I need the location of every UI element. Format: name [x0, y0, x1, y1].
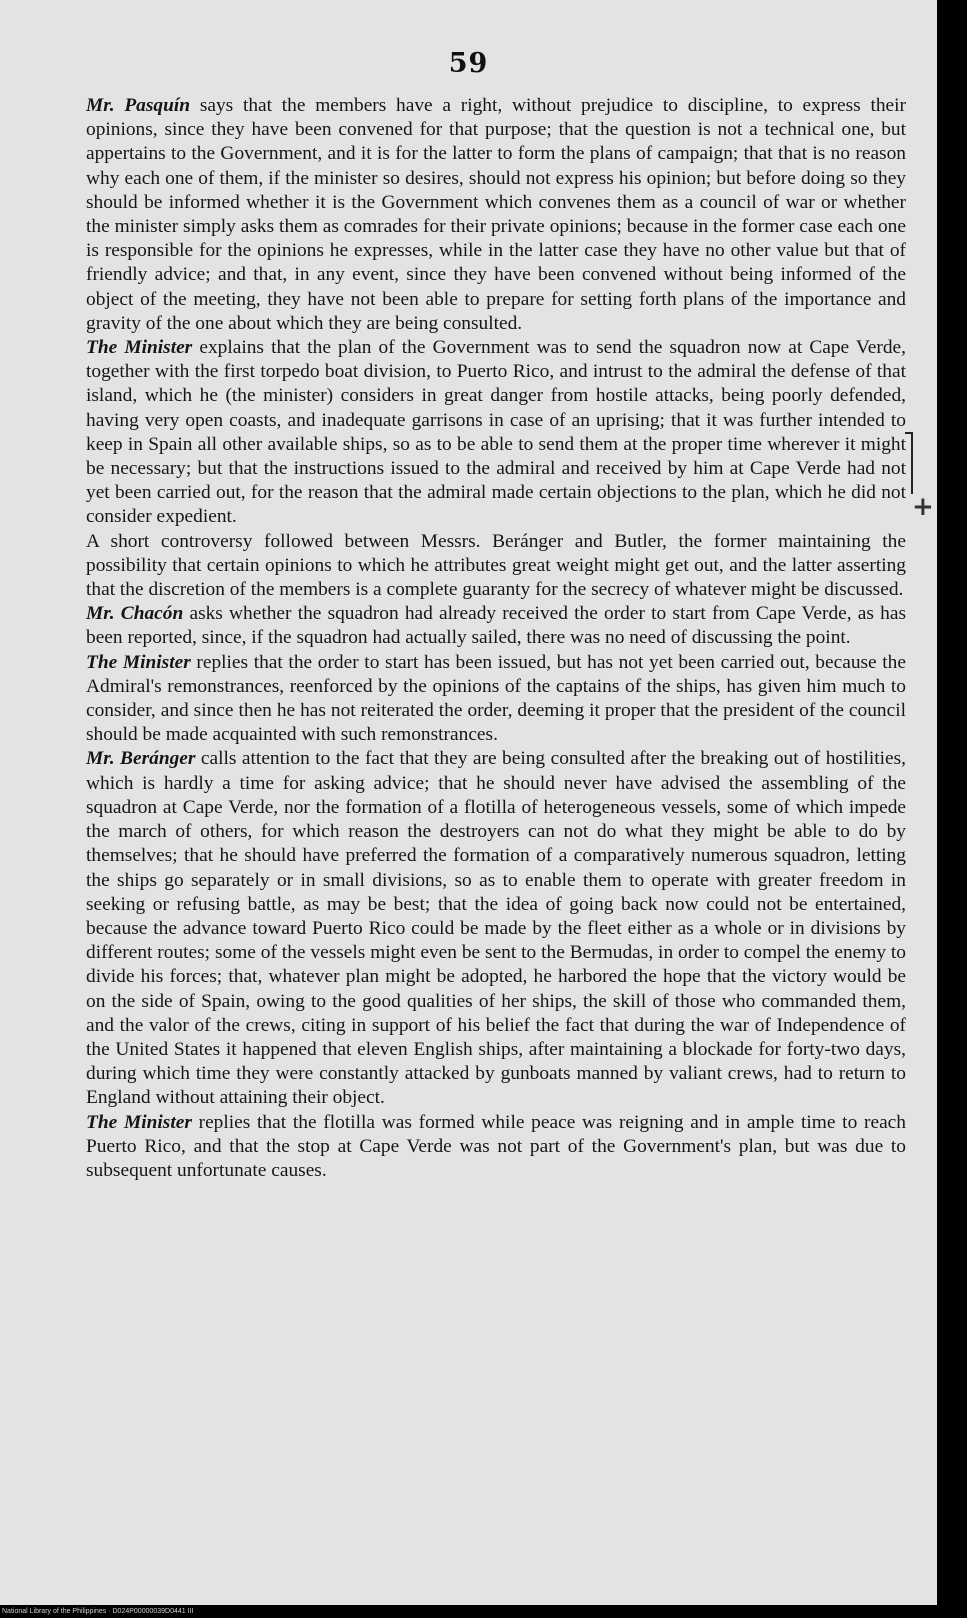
paragraph-text: says that the members have a right, without prejudice to discipline, to express their opinions, since they have been convened for that purpose; that the question is not a technical one, but appertains to the Government, and it is for the latter to form the plans of campaign; that that is no reason why each one of them, if the minister so desires, should not express his opinion; but before doing so they should be informed whether it is the Government which convenes them as a council of war or whether the minister simply asks them as comrades for their private opinions; because in the former case each one is responsible for the opinions he expresses, while in the latter case they have no other value but that of friendly advice; and that, in any event, since they have been convened without being informed of the object of the meeting, they have not been able to prepare for setting forth plans of the importance and gravity of the one about which they are being consulted.: [86, 95, 906, 334]
paragraph-text: replies that the order to start has been issued, but has not yet been carried out, because the Admiral's remonstrances, reenforced by the opinions of the captains of the ships, has given him much to consider, and since then he has not reiterated the order, deeming it proper that the president of the council should be made acquainted with such remonstrances.: [86, 651, 906, 746]
page-number: 59: [448, 48, 489, 79]
paragraph-text: replies that the flotilla was formed while peace was reigning and in ample time to reach Puerto Rico, and that the stop at Cape Verde was not part of the Government's plan, but was due to subsequent unfortunate causes.: [86, 1111, 906, 1181]
speaker-name: Mr. Pasquín: [86, 95, 191, 116]
paragraph: [86, 530, 906, 603]
paragraph: [86, 602, 906, 650]
footer-credit: National Library of the Philippines · D024P00000039D0441 III: [2, 1608, 194, 1615]
speaker-name: The Minister: [86, 651, 191, 673]
paragraph-text: calls attention to the fact that they are being consulted after the breaking out of hostilities, which is hardly a time for asking advice; that he should never have advised the assembling of the squadron at Cape Verde, nor the formation of a flotilla of heterogeneous vessels, some of which impede the march of others, for which reason the destroyers can not do what they might be able to do by themselves; that he should have preferred the formation of a comparatively numerous squadron, letting the ships go separately or in small divisions, so as to enable them to operate with greater freedom in seeking or refusing battle, as may be best; that the idea of going back now could not be entertained, because the advance toward Puerto Rico could be made by the fleet either as a whole or in divisions by different routes; some of the vessels might even be sent to the Bermudas, in order to compel the enemy to divide his forces; that, whatever plan might be adopted, he harbored the hope that the victory would be on the side of Spain, owing to the good qualities of her ships, the skill of those who commanded them, and the valor of the crews, citing in support of his belief the fact that during the war of Independence of the United States it happened that eleven English ships, after maintaining a blockade for forty-two days, during which time they were constantly attacked by gunboats manned by valiant crews, had to return to England without attaining their object.: [86, 748, 906, 1109]
margin-cross-mark: +: [912, 492, 934, 522]
speaker-name: The Minister: [86, 337, 193, 359]
paragraph: [86, 1111, 906, 1184]
body-text: [86, 94, 906, 1183]
paragraph: [86, 94, 906, 336]
paragraph: [86, 336, 906, 530]
speaker-name: Mr. Beránger: [86, 748, 196, 770]
margin-bracket: [905, 432, 913, 494]
speaker-name: Mr. Chacón: [86, 603, 184, 625]
speaker-name: The Minister: [86, 1111, 192, 1133]
paragraph-text: explains that the plan of the Government was to send the squadron now at Cape Verde, together with the first torpedo boat division, to Puerto Rico, and intrust to the admiral the defense of that island, which he (the minister) considers in great danger from hostile attacks, being poorly defended, having very open coasts, and inadequate garrisons in case of an uprising; that it was further intended to keep in Spain all other available ships, so as to be able to send them at the proper time wherever it might be necessary; but that the instructions issued to the admiral and received by him at Cape Verde had not yet been carried out, for the reason that the admiral made certain objections to the plan, which he did not consider expedient.: [86, 337, 906, 528]
paragraph-text: A short controversy followed between Messrs. Beránger and Butler, the former maintaining the possibility that certain opinions to which he attributes great weight might get out, and the latter asserting that the discretion of the members is a complete guaranty for the secrecy of whatever might be discussed.: [86, 530, 906, 601]
paragraph-text: asks whether the squadron had already received the order to start from Cape Verde, as has been reported, since, if the squadron had actually sailed, there was no need of discussing the point.: [86, 603, 906, 649]
paragraph: [86, 747, 906, 1110]
paragraph: [86, 651, 906, 748]
